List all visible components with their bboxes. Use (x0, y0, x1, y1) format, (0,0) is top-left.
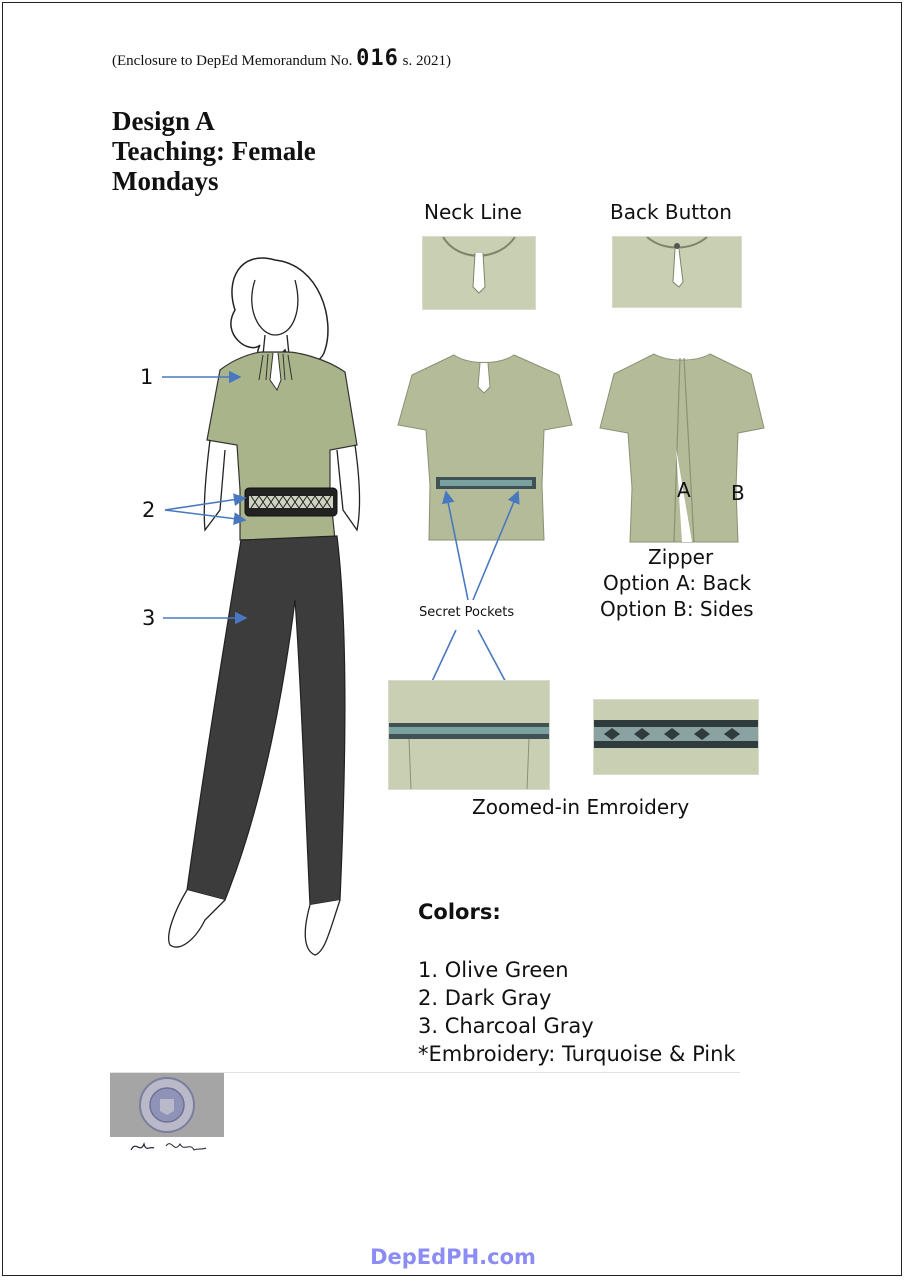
title-line-2: Teaching: Female (112, 136, 316, 166)
neck-line-label: Neck Line (424, 200, 522, 224)
callout-3: 3 (142, 606, 156, 630)
callout-arrows (150, 360, 270, 640)
signatures (128, 1136, 208, 1158)
callout-1: 1 (140, 365, 154, 389)
zipper-option-a: Option A: Back (603, 571, 752, 595)
back-blouse-photo (596, 348, 768, 544)
embroidery-closeup-photo (593, 699, 759, 775)
back-button-photo (612, 236, 742, 308)
hair-outline (231, 258, 328, 363)
face-outline (252, 280, 298, 335)
enclosure-header (112, 46, 451, 71)
footer-site-link[interactable]: DepEdPH.com (370, 1245, 536, 1269)
design-title (112, 106, 316, 196)
neck-line-photo (422, 236, 536, 310)
zipper-label: Zipper (648, 545, 714, 569)
title-line-3: Mondays (112, 166, 219, 196)
color-item: 1. Olive Green (418, 958, 569, 982)
color-item: 2. Dark Gray (418, 986, 552, 1010)
callout-2: 2 (142, 498, 156, 522)
memo-number: 016 (356, 46, 399, 71)
enclosure-prefix: (Enclosure to DepEd Memorandum No. (112, 53, 353, 69)
secret-pockets-label: Secret Pockets (419, 605, 515, 620)
enclosure-suffix: s. 2021) (402, 53, 451, 69)
colors-list (418, 956, 736, 1068)
zipper-option-b: Option B: Sides (600, 597, 754, 621)
pocket-closeup-photo (388, 680, 550, 790)
color-item: 3. Charcoal Gray (418, 1014, 594, 1038)
color-item: *Embroidery: Turquoise & Pink (418, 1042, 736, 1066)
back-button-label: Back Button (610, 200, 732, 224)
embroidery-label: Zoomed-in Emroidery (472, 795, 690, 819)
title-line-1: Design A (112, 106, 215, 136)
zipper-option-a-marker: A (677, 478, 691, 502)
colors-heading: Colors: (418, 900, 501, 924)
deped-seal-stamp (110, 1073, 224, 1137)
zipper-option-b-marker: B (731, 481, 745, 505)
